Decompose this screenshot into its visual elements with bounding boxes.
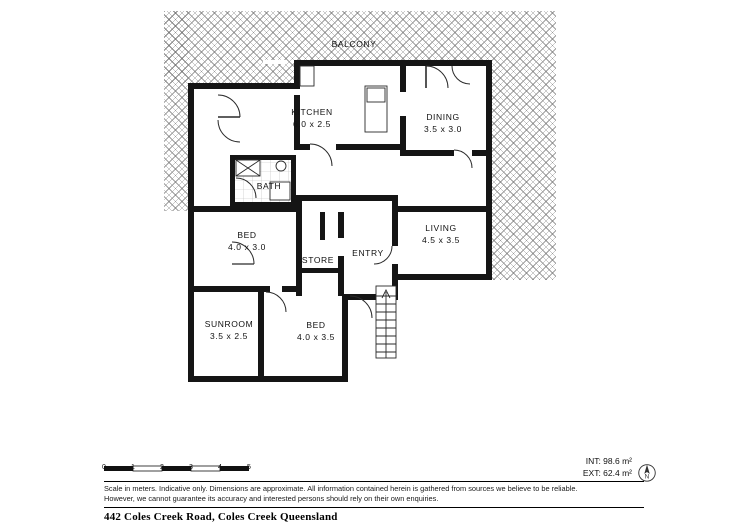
room-label — [332, 38, 377, 50]
room-label — [257, 180, 281, 192]
property-address: 442 Coles Creek Road, Coles Creek Queensland — [104, 511, 338, 523]
interior-area: INT: 98.6 m² — [585, 456, 632, 466]
scale-tick: 2 — [160, 464, 164, 471]
scale-tick: 1 — [131, 464, 135, 471]
room-dimensions: 4.5 x 3.5 — [421, 235, 461, 245]
room-name: BED — [237, 230, 257, 240]
scale-tick: 3 — [189, 464, 193, 471]
stairs — [376, 286, 396, 358]
room-name: BALCONY — [331, 39, 377, 49]
room-dimensions: 4.0 x 3.0 — [227, 242, 267, 252]
room-label — [422, 222, 460, 246]
room-dimensions: 3.5 x 3.0 — [423, 124, 463, 134]
room-name: BED — [306, 320, 326, 330]
room-name: BATH — [256, 181, 282, 191]
exterior-area: EXT: 62.4 m² — [582, 468, 632, 478]
room-name: ENTRY — [352, 248, 384, 258]
scale-tick: 0 — [102, 464, 106, 471]
disclaimer-line-2: However, we cannot guarantee its accuracy and interested persons should rely on their own enquiries. — [104, 494, 439, 504]
area-summary — [583, 455, 632, 479]
room-name: DINING — [426, 112, 460, 122]
room-label — [297, 319, 335, 343]
room-label — [352, 247, 384, 259]
compass-north-icon — [636, 461, 658, 483]
room-label — [291, 106, 333, 130]
scale-bar — [104, 464, 249, 482]
room-dimensions: 3.5 x 2.5 — [209, 331, 248, 341]
scale-tick: 4 — [218, 464, 222, 471]
room-dimensions: 4.0 x 3.5 — [296, 332, 336, 342]
room-label — [228, 229, 266, 253]
room-dimensions: 6.0 x 2.5 — [292, 119, 332, 129]
room-name: SUNROOM — [204, 319, 254, 329]
disclaimer-line-1: Scale in meters. Indicative only. Dimensions are approximate. All information contained herein is gathered from sources we believe to be reliable. — [104, 484, 578, 493]
room-label — [302, 254, 334, 266]
room-label — [205, 318, 254, 342]
room-name: STORE — [301, 255, 335, 265]
footer-divider-top — [104, 481, 644, 482]
room-name: LIVING — [425, 223, 457, 233]
svg-text:N: N — [644, 473, 650, 481]
room-name: KITCHEN — [291, 107, 333, 117]
disclaimer-text — [104, 484, 644, 504]
footer-divider-bottom — [104, 507, 644, 508]
room-label — [424, 111, 462, 135]
scale-tick: 5 — [247, 464, 251, 471]
